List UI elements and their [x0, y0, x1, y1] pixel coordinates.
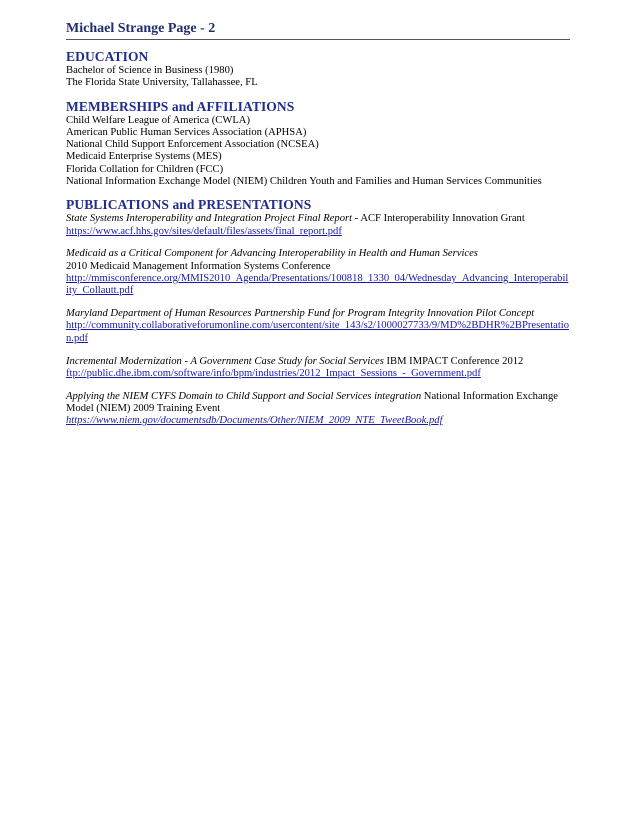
publication-title: Incremental Modernization - A Government Case Study for Social Services: [66, 355, 384, 367]
publication-item: [66, 308, 570, 345]
publication-venue: 2010 Medicaid Management Information Systems Conference: [66, 260, 331, 272]
publication-venue: National Information Exchange Model (NIEM) 2009 Training Event: [66, 390, 558, 414]
publication-item: [66, 248, 570, 297]
education-heading: EDUCATION: [66, 49, 149, 64]
publication-title: Maryland Department of Human Resources Partnership Fund for Program Integrity Innovation Pilot Concept: [66, 308, 535, 320]
education-school: The Florida State University, Tallahassee, FL: [66, 77, 258, 89]
membership-item: Child Welfare League of America (CWLA): [66, 114, 250, 126]
memberships-heading: MEMBERSHIPS and AFFILIATIONS: [66, 98, 295, 114]
publication-venue: - ACF Interoperability Innovation Grant: [352, 213, 525, 225]
publication-title: State Systems Interoperability and Integration Project Final Report: [66, 213, 353, 225]
publication-item: [66, 356, 570, 381]
education-degree: Bachelor of Science in Business (1980): [66, 65, 234, 76]
membership-item: Florida Collation for Children (FCC): [66, 163, 224, 175]
resume-page: [66, 20, 570, 438]
publication-item: [66, 391, 570, 428]
publication-venue: IBM IMPACT Conference 2012: [383, 355, 524, 367]
publication-link[interactable]: https://www.acf.hhs.gov/sites/default/files/assets/final_report.pdf: [66, 225, 342, 237]
publication-link[interactable]: http://community.collaborativeforumonline.com/usercontent/site_143/s2/1000027733/9/MD%2BDHR%2BPresentation.pdf: [66, 320, 570, 344]
membership-item: American Public Human Services Association (APHSA): [66, 126, 307, 138]
page-header: Michael Strange Page - 2: [66, 20, 570, 40]
publication-link[interactable]: ftp://public.dhe.ibm.com/software/info/bpm/industries/2012_Impact_Sessions_-_Government.pdf: [66, 367, 481, 379]
publication-link[interactable]: http://mmisconference.org/MMIS2010_Agenda/Presentations/100818_1330_04/Wednesday_Advancing_Interoperability_Collautt.pdf: [66, 273, 569, 297]
publication-title: Applying the NIEM CYFS Domain to Child Support and Social Services integration: [66, 390, 422, 402]
membership-item: National Child Support Enforcement Association (NCSEA): [66, 139, 319, 151]
publication-link[interactable]: https://www.niem.gov/documentsdb/Documents/Other/NIEM_2009_NTE_TweetBook.pdf: [66, 415, 443, 427]
membership-item: National Information Exchange Model (NIEM) Children Youth and Families and Human Services Communities: [66, 176, 542, 188]
publications-heading: PUBLICATIONS and PRESENTATIONS: [66, 197, 312, 213]
publication-title: Medicaid as a Critical Component for Advancing Interoperability in Health and Human Services: [66, 248, 478, 260]
membership-item: Medicaid Enterprise Systems (MES): [66, 151, 222, 163]
publication-item: [66, 213, 570, 238]
